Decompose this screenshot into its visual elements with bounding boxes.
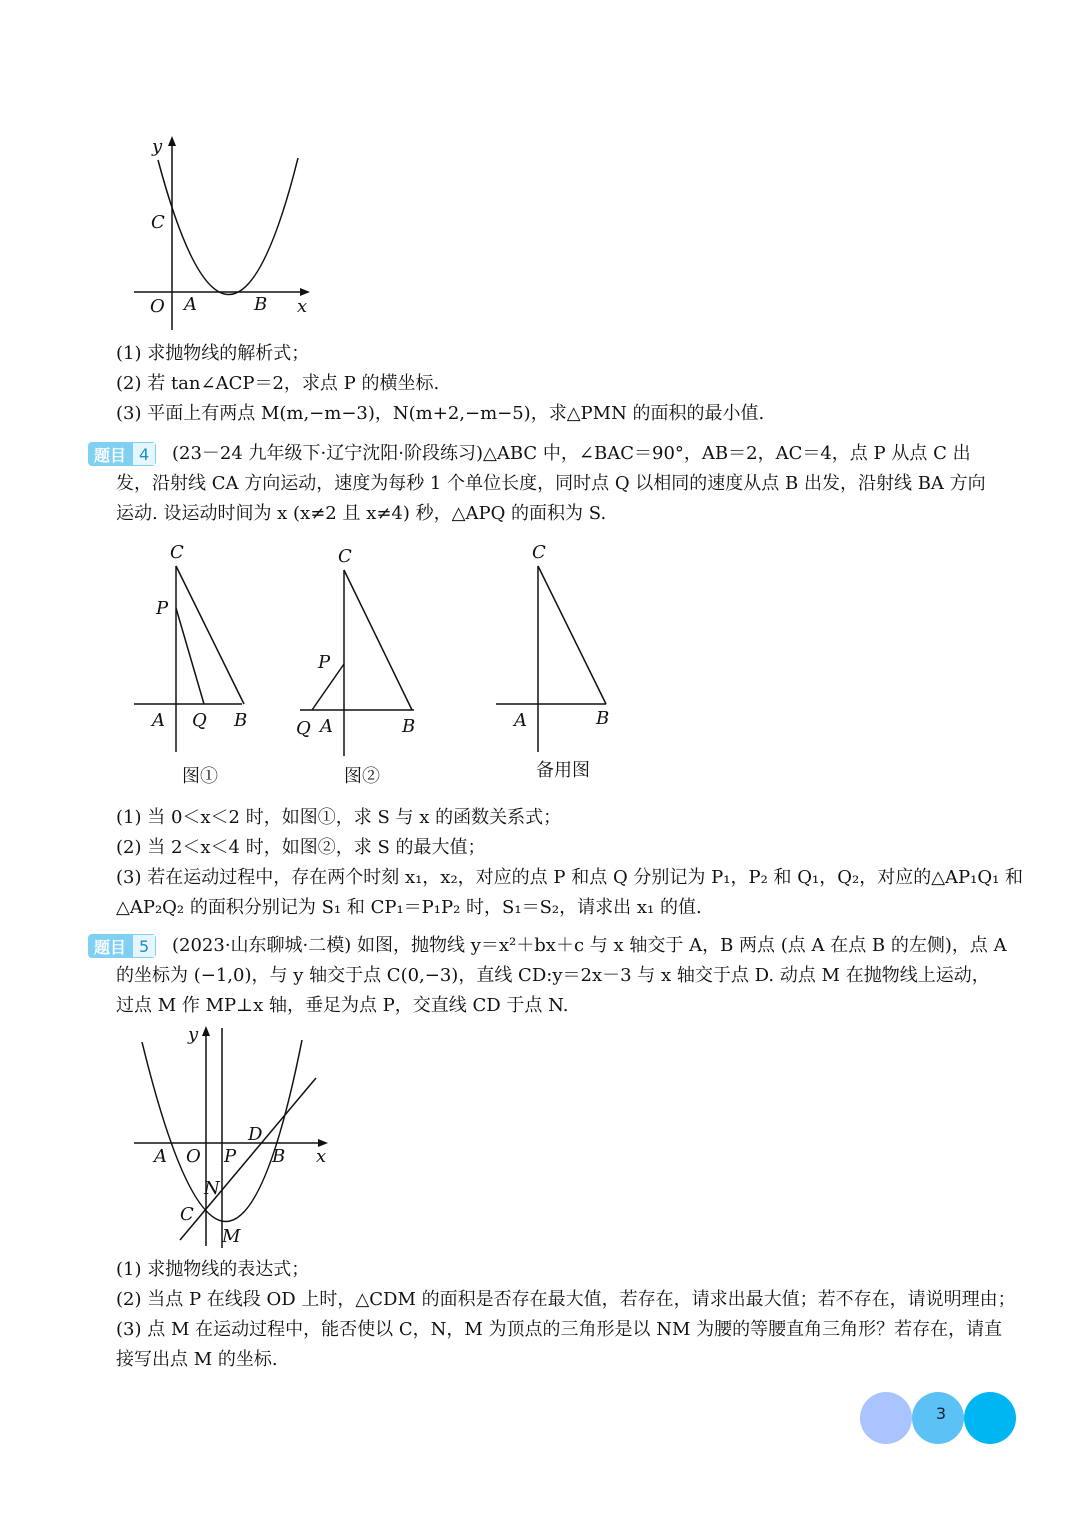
- point-b-label: B: [254, 294, 268, 315]
- origin-label: O: [150, 296, 165, 317]
- problem-5-badge: [88, 934, 156, 958]
- p4-line2: 发，沿射线 CA 方向运动，速度为每秒 1 个单位长度，同时点 Q 以相同的速度从点 B 出发，沿射线 BA 方向: [116, 473, 986, 494]
- page-circle-right: [964, 1392, 1016, 1444]
- triangle-figure-1: [130, 538, 270, 788]
- fig42-a: A: [320, 716, 333, 737]
- triangle-figure-2: [290, 538, 430, 788]
- fig41-p: P: [156, 598, 169, 619]
- axis-y-label: y: [152, 136, 163, 157]
- badge-label: 题目: [88, 442, 132, 466]
- fig5-c: C: [180, 1204, 194, 1225]
- fig41-q: Q: [192, 710, 207, 731]
- fig41-caption: 图①: [182, 766, 218, 787]
- p5-q3b: 接写出点 M 的坐标.: [116, 1349, 278, 1370]
- page-circle-left: [860, 1392, 912, 1444]
- badge-label: 题目: [88, 934, 132, 958]
- fig5-a: A: [154, 1146, 167, 1167]
- fig5-p: P: [224, 1146, 237, 1167]
- p5-line2: 的坐标为 (−1,0)，与 y 轴交于点 C(0,−3)，直线 CD:y＝2x－3 与 x 轴交于点 D. 动点 M 在抛物线上运动，: [116, 965, 990, 986]
- p5-line1: (2023·山东聊城·二模) 如图，抛物线 y＝x²＋bx＋c 与 x 轴交于 A，B 两点 (点 A 在点 B 的左侧)，点 A: [172, 935, 1007, 956]
- block1-q3: (3) 平面上有两点 M(m,−m−3)，N(m+2,−m−5)，求△PMN 的面积的最小值.: [116, 403, 765, 424]
- problem-4-badge: [88, 442, 156, 466]
- p4-q2: (2) 当 2＜x＜4 时，如图②，求 S 的最大值；: [116, 837, 486, 858]
- block1-q1: (1) 求抛物线的解析式；: [116, 343, 310, 364]
- fig42-caption: 图②: [344, 766, 380, 787]
- triangle-figure-3: [490, 536, 630, 786]
- fig41-b: B: [234, 710, 248, 731]
- p5-q1: (1) 求抛物线的表达式；: [116, 1259, 310, 1280]
- fig42-c: C: [338, 546, 352, 567]
- point-c-label: C: [151, 212, 165, 233]
- fig5-o: O: [186, 1146, 201, 1167]
- axis-x-label: x: [297, 296, 308, 317]
- p5-line3: 过点 M 作 MP⊥x 轴，垂足为点 P，交直线 CD 于点 N.: [116, 995, 569, 1016]
- page-number: 3: [935, 1404, 947, 1423]
- fig42-b: B: [402, 716, 416, 737]
- p5-q2: (2) 当点 P 在线段 OD 上时，△CDM 的面积是否存在最大值，若存在，请求出最大值；若不存在，请说明理由；: [116, 1289, 1016, 1310]
- fig5-n: N: [204, 1178, 220, 1199]
- p4-line3: 运动. 设运动时间为 x (x≠2 且 x≠4) 秒，△APQ 的面积为 S.: [116, 503, 607, 524]
- fig42-q: Q: [296, 718, 311, 739]
- p4-q1: (1) 当 0＜x＜2 时，如图①，求 S 与 x 的函数关系式；: [116, 807, 562, 828]
- fig43-a: A: [514, 710, 527, 731]
- parabola-figure-1: [130, 130, 330, 340]
- fig43-caption: 备用图: [536, 760, 590, 781]
- fig43-c: C: [532, 542, 546, 563]
- fig5-b: B: [272, 1146, 286, 1167]
- fig41-a: A: [152, 710, 165, 731]
- p4-line1: (23－24 九年级下·辽宁沈阳·阶段练习)△ABC 中，∠BAC＝90°，AB＝2，AC＝4，点 P 从点 C 出: [172, 443, 971, 464]
- point-a-label: A: [184, 294, 197, 315]
- badge-number: 4: [132, 442, 156, 466]
- fig5-m: M: [222, 1226, 241, 1247]
- badge-number: 5: [132, 934, 156, 958]
- fig5-d: D: [248, 1124, 263, 1145]
- fig5-y: y: [188, 1024, 199, 1045]
- parabola-line-figure: [130, 1022, 340, 1252]
- fig42-p: P: [318, 652, 331, 673]
- fig43-b: B: [596, 708, 610, 729]
- p4-q3b: △AP₂Q₂ 的面积分别记为 S₁ 和 CP₁＝P₁P₂ 时，S₁＝S₂，请求出 x₁ 的值.: [116, 897, 702, 918]
- block1-q2: (2) 若 tan∠ACP＝2，求点 P 的横坐标.: [116, 373, 440, 394]
- fig5-x: x: [316, 1146, 327, 1167]
- p5-q3: (3) 点 M 在运动过程中，能否使以 C，N，M 为顶点的三角形是以 NM 为腰的等腰直角三角形？若存在，请直: [116, 1319, 1003, 1340]
- fig41-c: C: [170, 542, 184, 563]
- p4-q3: (3) 若在运动过程中，存在两个时刻 x₁，x₂，对应的点 P 和点 Q 分别记为 P₁，P₂ 和 Q₁，Q₂，对应的△AP₁Q₁ 和: [116, 867, 1024, 888]
